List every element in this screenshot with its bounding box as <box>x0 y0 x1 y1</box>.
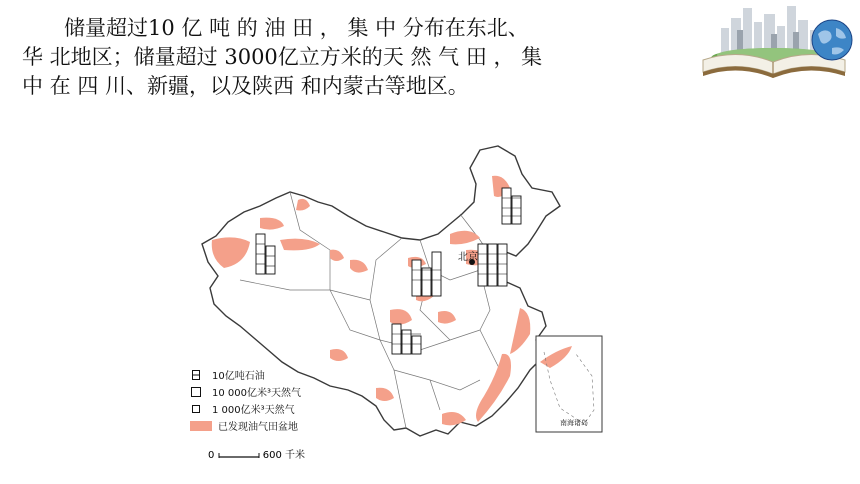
legend-gas-large <box>190 383 350 400</box>
scale-bar <box>208 446 305 461</box>
paragraph <box>22 14 672 101</box>
legend-oil <box>190 366 350 383</box>
legend-gas-large-label: 10 000亿米³天然气 <box>212 388 301 399</box>
paragraph-line-1: 储量超过10 亿 吨 的 油 田 ， 集 中 分布在东北、 <box>64 16 529 40</box>
legend-basin-label: 已发现油气田盆地 <box>218 422 298 433</box>
scale-value: 600 千米 <box>262 450 306 461</box>
basin-swatch-icon <box>190 421 212 431</box>
legend-basin <box>190 417 350 434</box>
inset-label: 南海诸岛 <box>560 419 588 427</box>
globe-icon <box>810 18 854 62</box>
scale-zero: 0 <box>208 450 215 461</box>
paragraph-line-3: 中 在 四 川、新疆，以及陕西 和内蒙古等地区。 <box>22 74 469 98</box>
scale-line-icon <box>218 451 260 459</box>
legend-gas-small <box>190 400 350 417</box>
beijing-label: 北京 <box>458 252 478 263</box>
legend-gas-small-label: 1 000亿米³天然气 <box>212 405 295 416</box>
paragraph-line-2: 华 北地区；储量超过 3000亿立方米的天 然 气 田 ， 集 <box>22 45 543 69</box>
legend-oil-label: 10亿吨石油 <box>212 371 265 382</box>
map-legend <box>190 366 350 434</box>
small-gas-symbol-icon <box>190 405 202 413</box>
oil-symbol-icon <box>190 370 202 380</box>
large-gas-symbol-icon <box>190 387 202 397</box>
